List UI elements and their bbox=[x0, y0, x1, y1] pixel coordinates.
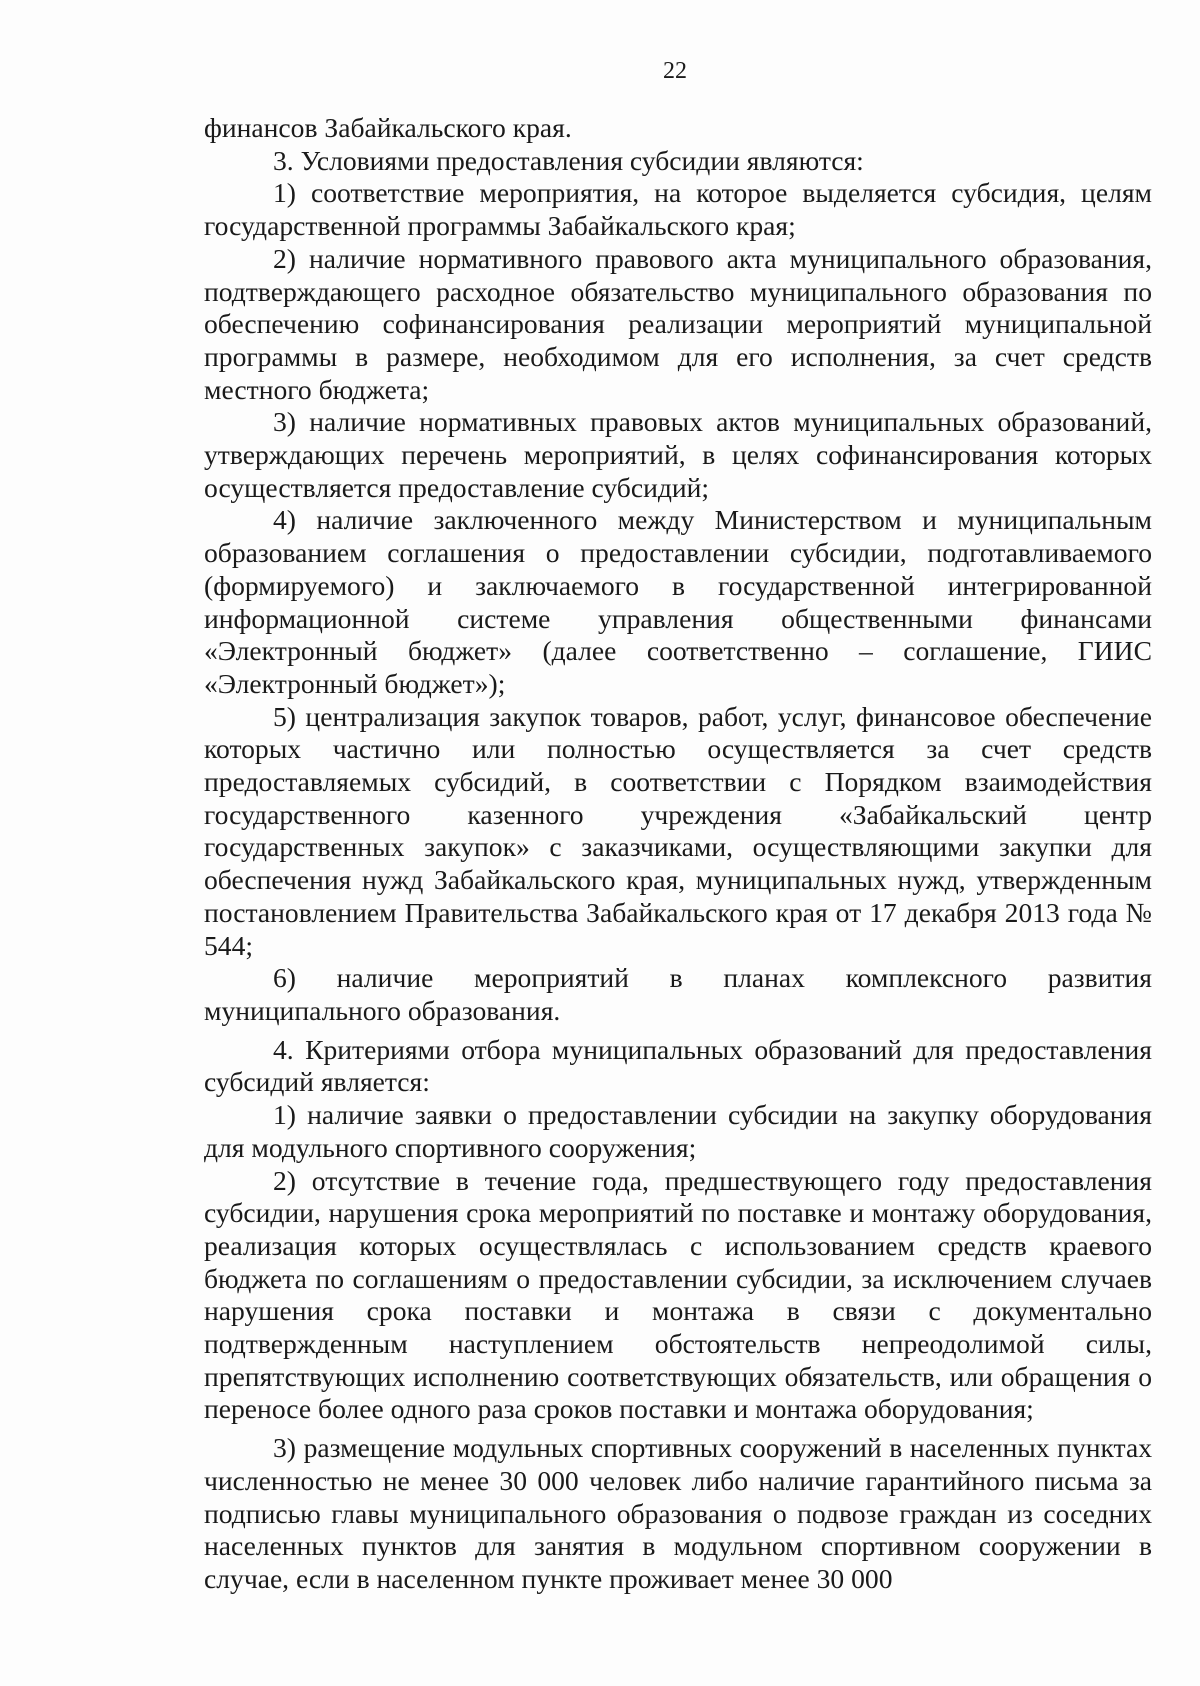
paragraph-criterion-2: 2) отсутствие в течение года, предшествующего году предоставления субсидии, нарушения срока мероприятий по поставке и монтажу оборудования, реализация которых осуществлялась с использованием средств краевого бюджета по соглашениям о предоставлении субсидии, за исключением случаев нарушения срока поставки и монтажа в связи с документально подтвержденным наступлением обстоятельств непреодолимой силы, препятствующих исполнению соответствующих обязательств, или обращения о переносе более одного раза сроков поставки и монтажа оборудования; bbox=[204, 1164, 1152, 1425]
paragraph-condition-4: 4) наличие заключенного между Министерством и муниципальным образованием соглашения о предоставлении субсидии, подготавливаемого (формируемого) и заключаемого в государственной интегрированной информационной системе управления общественными финансами «Электронный бюджет» (далее соответственно – соглашение, ГИИС «Электронный бюджет»); bbox=[204, 504, 1152, 699]
paragraph-condition-2: 2) наличие нормативного правового акта муниципального образования, подтверждающего расходное обязательство муниципального образования по обеспечению софинансирования реализации мероприятий муниципальной программы в размере, необходимом для его исполнения, за счет средств местного бюджета; bbox=[204, 242, 1152, 405]
paragraph-section-4-heading: 4. Критериями отбора муниципальных образований для предоставления субсидий является: bbox=[204, 1033, 1152, 1098]
paragraph-continuation: финансов Забайкальского края. bbox=[204, 112, 572, 143]
paragraph-criterion-3: 3) размещение модульных спортивных сооружений в населенных пунктах численностью не менее 30 000 человек либо наличие гарантийного письма за подписью главы муниципального образования о подвозе граждан из соседних населенных пунктов для занятия в модульном спортивном сооружении в случае, если в населенном пункте проживает менее 30 000 bbox=[204, 1432, 1152, 1594]
document-body bbox=[204, 112, 1152, 1596]
paragraph-condition-1: 1) соответствие мероприятия, на которое выделяется субсидия, целям государственной программы Забайкальского края; bbox=[204, 177, 1152, 242]
paragraph-section-3-heading: 3. Условиями предоставления субсидии являются: bbox=[273, 144, 864, 176]
paragraph-condition-6: 6) наличие мероприятий в планах комплексного развития муниципального образования. bbox=[204, 962, 1152, 1026]
page-number: 22 bbox=[663, 58, 687, 84]
paragraph-criterion-1: 1) наличие заявки о предоставлении субсидии на закупку оборудования для модульного спортивного сооружения; bbox=[204, 1099, 1152, 1163]
paragraph-condition-3: 3) наличие нормативных правовых актов муниципальных образований, утверждающих перечень мероприятий, в целях софинансирования которых осуществляется предоставление субсидий; bbox=[204, 406, 1152, 503]
paragraph-condition-5: 5) централизация закупок товаров, работ, услуг, финансовое обеспечение которых частично или полностью осуществляется за счет средств предоставляемых субсидий, в соответствии с Порядком взаимодействия государственного казенного учреждения «Забайкальский центр государственных закупок» с заказчиками, осуществляющими закупки для обеспечения нужд Забайкальского края, муниципальных нужд, утвержденным постановлением Правительства Забайкальского края от 17 декабря 2013 года № 544; bbox=[204, 700, 1152, 961]
